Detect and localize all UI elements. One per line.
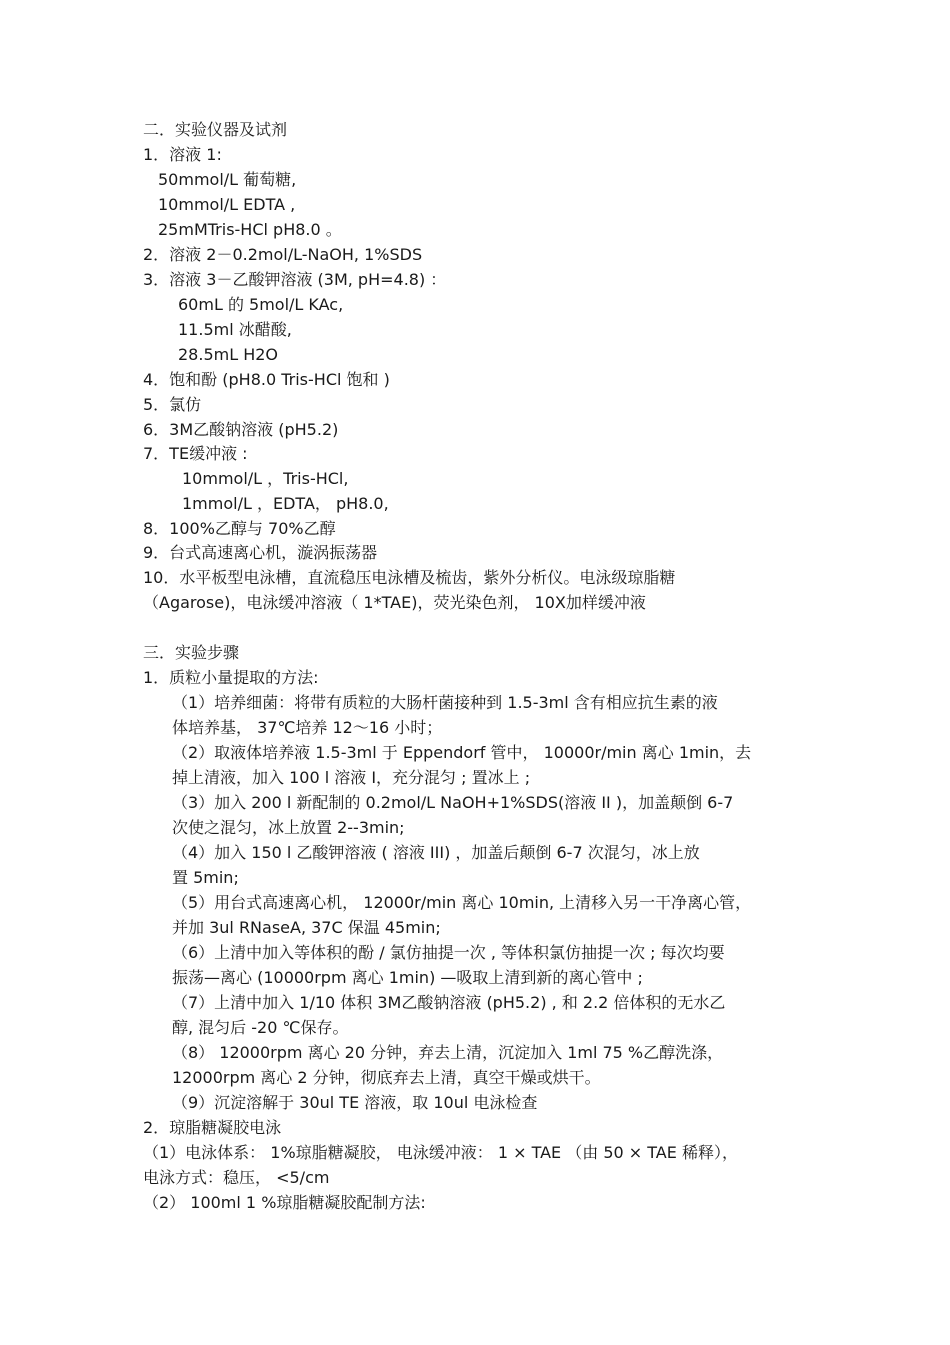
step-plasmid-extraction: 1．质粒小量提取的方法:	[143, 668, 319, 687]
solution-1-tris: 25mMTris-HCl pH8.0 。	[158, 220, 342, 239]
substep-3-line-1: （3）加入 200 l 新配制的 0.2mol/L NaOH+1%SDS(溶液 II )，加盖颠倒 6-7	[172, 793, 734, 812]
substep-2-line-2: 掉上清液，加入 100 l 溶液 I，充分混匀 ; 置冰上 ;	[172, 768, 531, 787]
electrophoresis-system-line-2: 电泳方式：稳压， <5/cm	[143, 1168, 330, 1187]
substep-4-line-1: （4）加入 150 l 乙酸钾溶液 ( 溶液 III) ，加盖后颠倒 6-7 次混匀，冰上放	[172, 843, 700, 862]
step-agarose-electrophoresis: 2．琼脂糖凝胶电泳	[143, 1118, 282, 1137]
solution-3-acetic-acid: 11.5ml 冰醋酸,	[178, 320, 292, 339]
electrophoresis-system-line-1: （1）电泳体系： 1%琼脂糖凝胶， 电泳缓冲液： 1 × TAE （由 50 × TAE 稀释），	[143, 1143, 738, 1162]
substep-1-line-2: 体培养基， 37℃培养 12～16 小时；	[172, 718, 443, 737]
substep-7-line-2: 醇, 混匀后 -20 ℃保存。	[172, 1018, 349, 1037]
solution-3-water: 28.5mL H2O	[178, 345, 279, 364]
item-chloroform: 5．氯仿	[143, 395, 202, 414]
substep-1-line-1: （1）培养细菌：将带有质粒的大肠杆菌接种到 1.5-3ml 含有相应抗生素的液	[172, 693, 718, 712]
substep-9: （9）沉淀溶解于 30ul TE 溶液，取 10ul 电泳检查	[172, 1093, 538, 1112]
substep-2-line-1: （2）取液体培养液 1.5-3ml 于 Eppendorf 管中， 10000r/min 离心 1min，去	[172, 743, 752, 762]
item-ethanol: 8．100%乙醇与 70%乙醇	[143, 519, 336, 538]
substep-6-line-1: （6）上清中加入等体积的酚 / 氯仿抽提一次 , 等体积氯仿抽提一次 ; 每次均要	[172, 943, 725, 962]
substep-8-line-1: （8） 12000rpm 离心 20 分钟，弃去上清，沉淀加入 1ml 75 %乙醇洗涤，	[172, 1043, 724, 1062]
substep-7-line-1: （7）上清中加入 1/10 体积 3M乙酸钠溶液 (pH5.2) , 和 2.2 倍体积的无水乙	[172, 993, 726, 1012]
section-heading-equipment: 二．实验仪器及试剂	[143, 120, 288, 139]
substep-3-line-2: 次使之混匀，冰上放置 2--3min;	[172, 818, 405, 837]
gel-preparation-method: （2） 100ml 1 %琼脂糖凝胶配制方法:	[143, 1193, 426, 1212]
te-buffer-tris: 10mmol/L ，Tris-HCl,	[182, 469, 349, 488]
item-electrophoresis-reagents: （Agarose)，电泳缓冲溶液（ 1*TAE)，荧光染色剂， 10X加样缓冲液	[143, 593, 646, 612]
section-heading-procedure: 三．实验步骤	[143, 643, 240, 662]
solution-3-kac: 60mL 的 5mol/L KAc,	[178, 295, 344, 314]
item-solution-3: 3．溶液 3－乙酸钾溶液 (3M, pH=4.8) ：	[143, 270, 447, 289]
substep-4-line-2: 置 5min;	[172, 868, 239, 887]
te-buffer-edta: 1mmol/L ，EDTA， pH8.0,	[182, 494, 389, 513]
item-solution-1: 1．溶液 1:	[143, 145, 222, 164]
item-electrophoresis-equipment: 10．水平板型电泳槽，直流稳压电泳槽及梳齿，紫外分析仪。电泳级琼脂糖	[143, 568, 676, 587]
substep-5-line-1: （5）用台式高速离心机， 12000r/min 离心 10min, 上清移入另一干净离心管，	[172, 893, 752, 912]
solution-1-edta: 10mmol/L EDTA ,	[158, 195, 296, 214]
item-phenol: 4．饱和酚 (pH8.0 Tris-HCl 饱和 )	[143, 370, 390, 389]
item-te-buffer: 7．TE缓冲液 :	[143, 444, 248, 463]
substep-6-line-2: 振荡—离心 (10000rpm 离心 1min) —吸取上清到新的离心管中 ;	[172, 968, 643, 987]
item-sodium-acetate: 6．3M乙酸钠溶液 (pH5.2)	[143, 420, 339, 439]
item-solution-2: 2．溶液 2－0.2mol/L-NaOH, 1%SDS	[143, 245, 423, 264]
substep-5-line-2: 并加 3ul RNaseA, 37C 保温 45min;	[172, 918, 441, 937]
solution-1-glucose: 50mmol/L 葡萄糖,	[158, 170, 297, 189]
substep-8-line-2: 12000rpm 离心 2 分钟，彻底弃去上清，真空干燥或烘干。	[172, 1068, 601, 1087]
item-centrifuge: 9．台式高速离心机，漩涡振荡器	[143, 543, 378, 562]
